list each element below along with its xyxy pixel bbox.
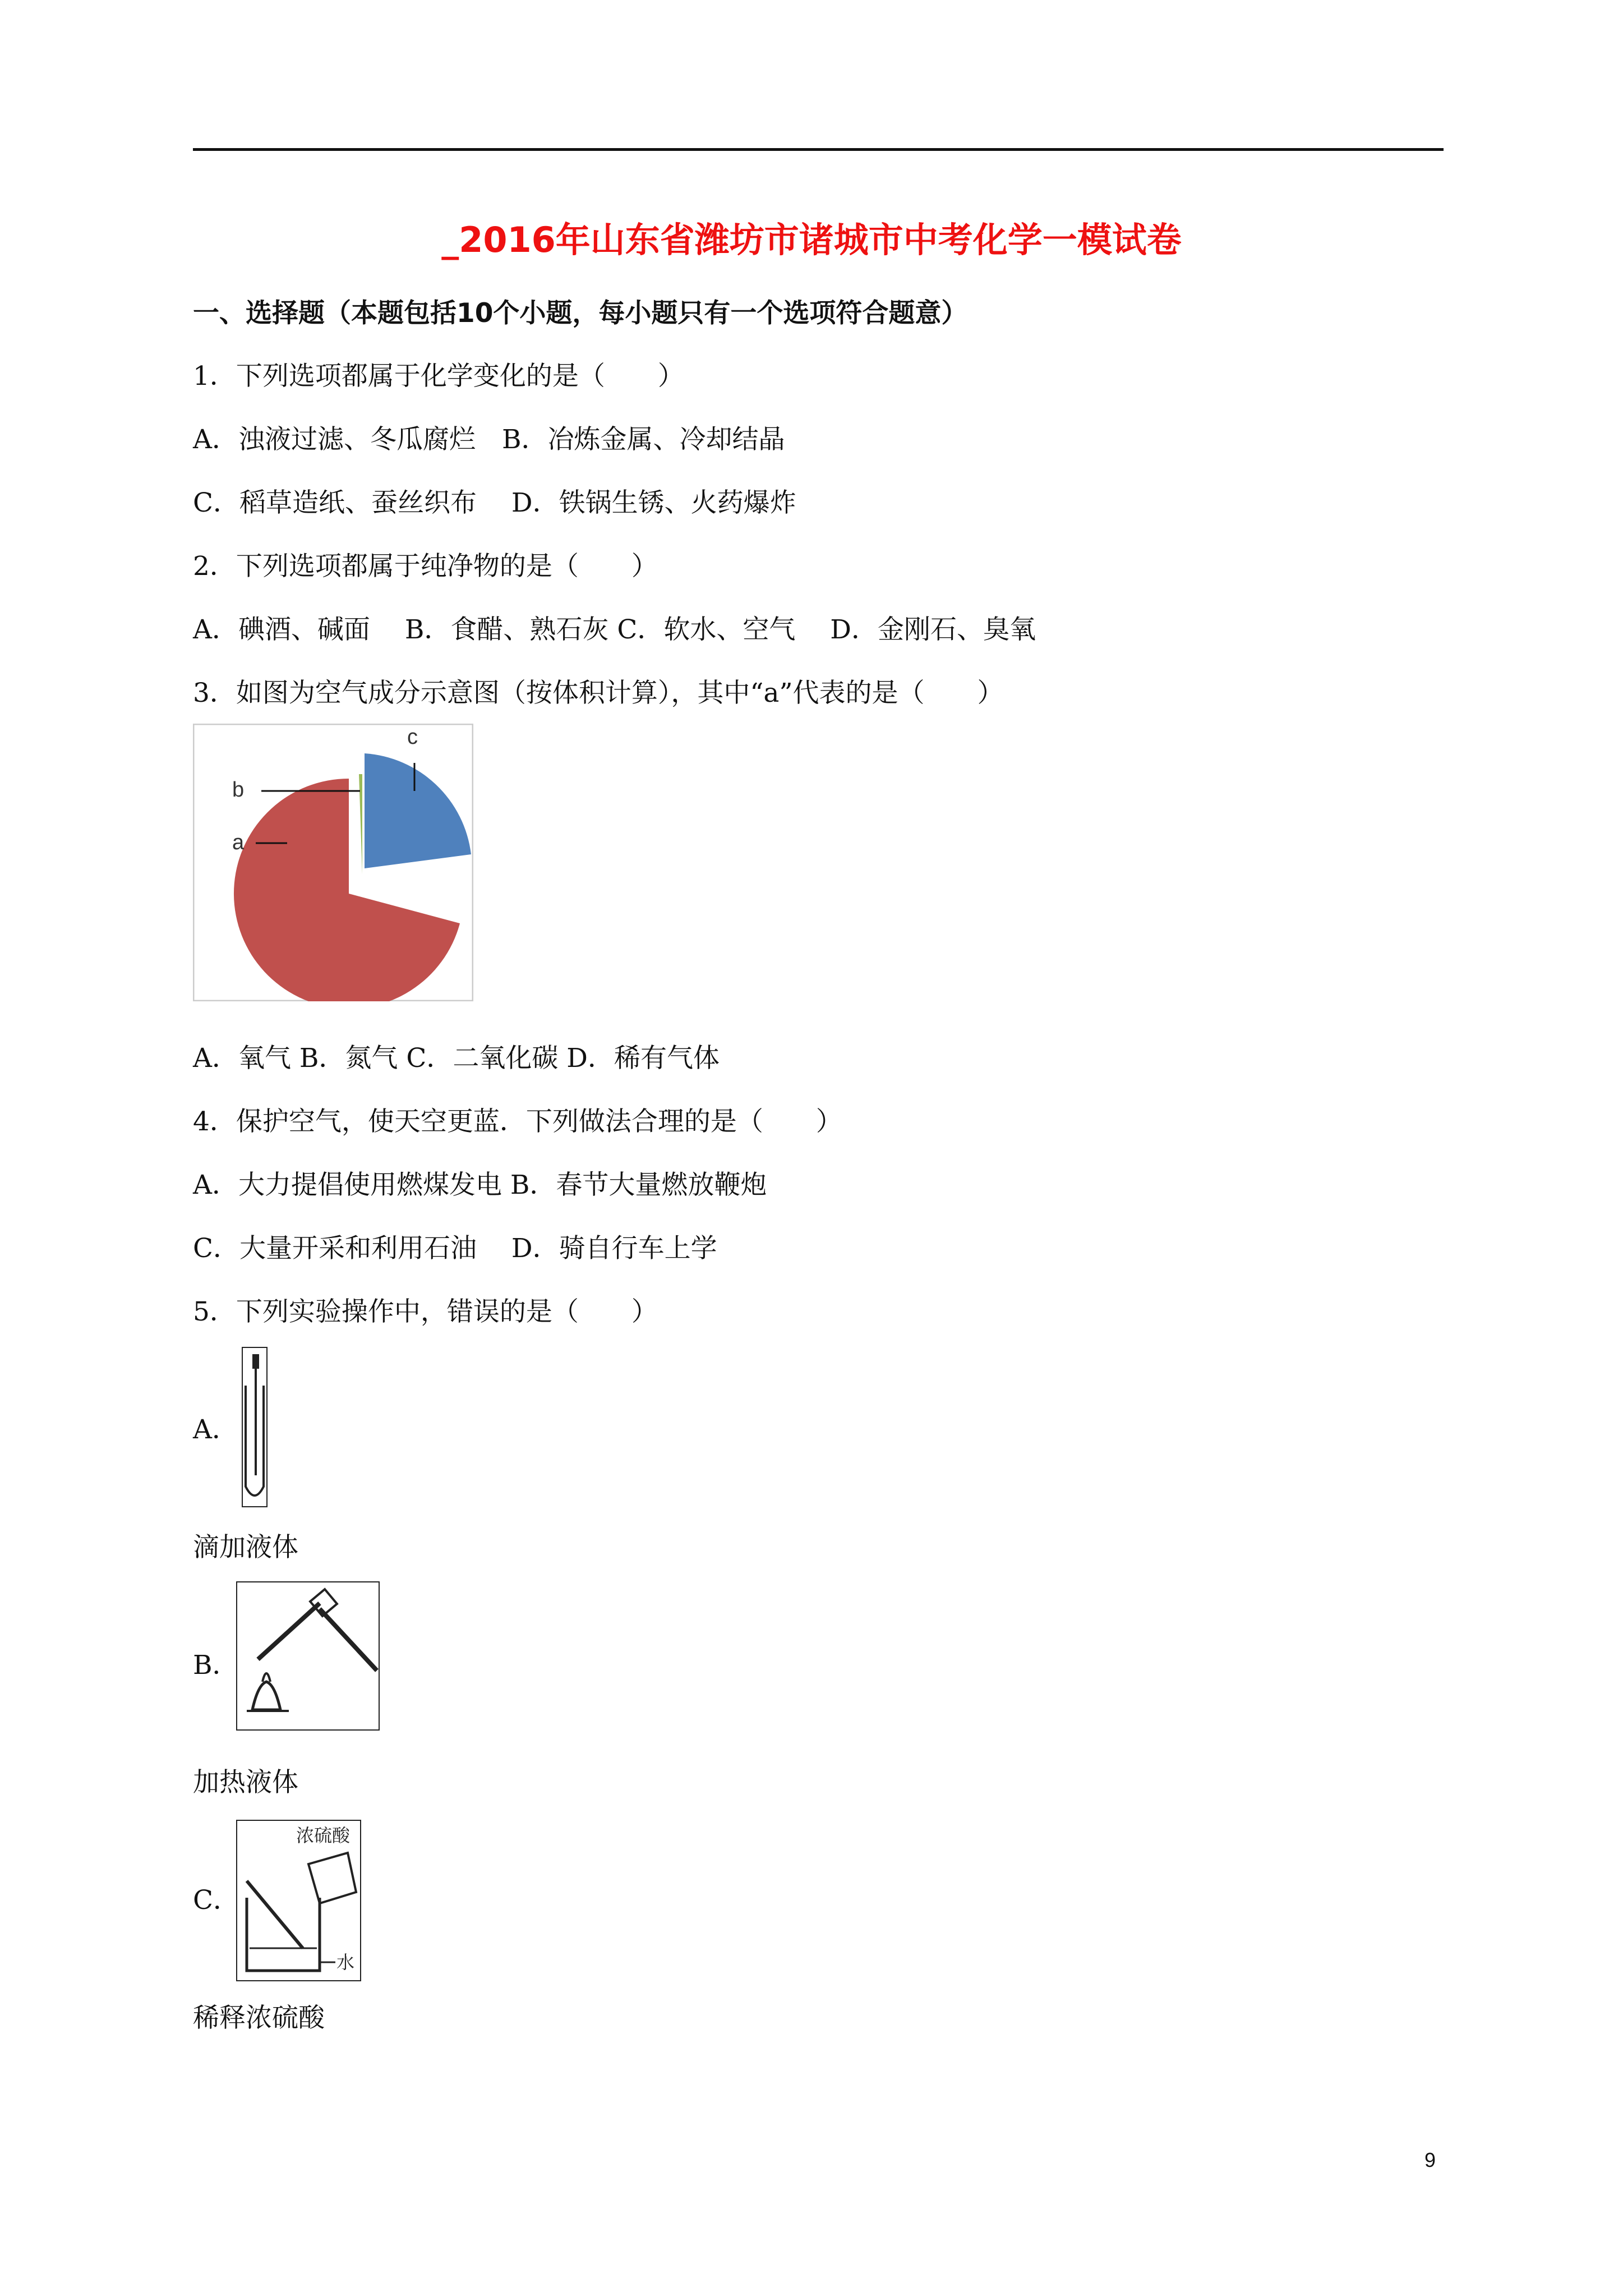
option-b-letter: B． [193, 1650, 239, 1681]
question-4-options-row1: A．大力提倡使用燃煤发电 B．春节大量燃放鞭炮 [193, 1170, 767, 1200]
question-2-stem: 2．下列选项都属于纯净物的是（ ） [193, 551, 658, 582]
tilted-test-tube [258, 1603, 320, 1659]
pouring-beaker [308, 1853, 356, 1903]
question-2-options-row1: A．碘酒、碱面 B．食醋、熟石灰 C．软水、空气 D．金刚石、臭氧 [193, 614, 1036, 645]
air-composition-pie-chart [193, 724, 473, 1001]
label-water: 水 [336, 1952, 355, 1973]
label-a: a [232, 831, 245, 854]
question-3-stem: 3．如图为空气成分示意图（按体积计算），其中“a”代表的是（ ） [193, 678, 1004, 708]
test-tube-holder-handle [320, 1609, 377, 1671]
page-number: 9 [1424, 2148, 1436, 2171]
section-heading: 一、选择题（本题包括10个小题，每小题只有一个选项符合题意） [193, 298, 968, 329]
question-1-options-row1: A．浊液过滤、冬瓜腐烂 B．冶炼金属、冷却结晶 [193, 424, 785, 455]
option-a-caption: 滴加液体 [193, 1532, 298, 1563]
dropper-test-tube-illustration [236, 1346, 275, 1509]
option-a-letter: A． [193, 1414, 238, 1445]
label-b: b [232, 778, 245, 802]
option-c-letter: C． [193, 1885, 239, 1916]
illustration-frame [237, 1582, 379, 1730]
glass-rod [247, 1881, 303, 1948]
question-4-stem: 4．保护空气，使天空更蓝．下列做法合理的是（ ） [193, 1106, 842, 1137]
heating-liquid-illustration [236, 1581, 381, 1732]
alcohol-lamp [252, 1682, 280, 1710]
question-5-stem: 5．下列实验操作中，错误的是（ ） [193, 1296, 658, 1327]
question-3-options: A．氧气 B．氮气 C．二氧化碳 D．稀有气体 [193, 1043, 720, 1074]
beaker [247, 1898, 320, 1971]
question-1-stem: 1．下列选项都属于化学变化的是（ ） [193, 361, 684, 392]
dilute-sulfuric-acid-illustration [236, 1819, 362, 1982]
label-concentrated-acid: 浓硫酸 [296, 1825, 351, 1846]
label-c: c [407, 725, 418, 749]
dropper-bulb [252, 1354, 259, 1369]
option-b-caption: 加热液体 [193, 1767, 298, 1798]
question-1-options-row2: C．稻草造纸、蚕丝织布 D．铁锅生锈、火药爆炸 [193, 487, 796, 518]
header-rule [193, 148, 1444, 151]
page-title: _2016年山东省潍坊市诸城市中考化学一模试卷 [441, 219, 1182, 260]
option-c-caption: 稀释浓硫酸 [193, 2003, 325, 2033]
question-4-options-row2: C．大量开采和利用石油 D．骑自行车上学 [193, 1233, 717, 1264]
